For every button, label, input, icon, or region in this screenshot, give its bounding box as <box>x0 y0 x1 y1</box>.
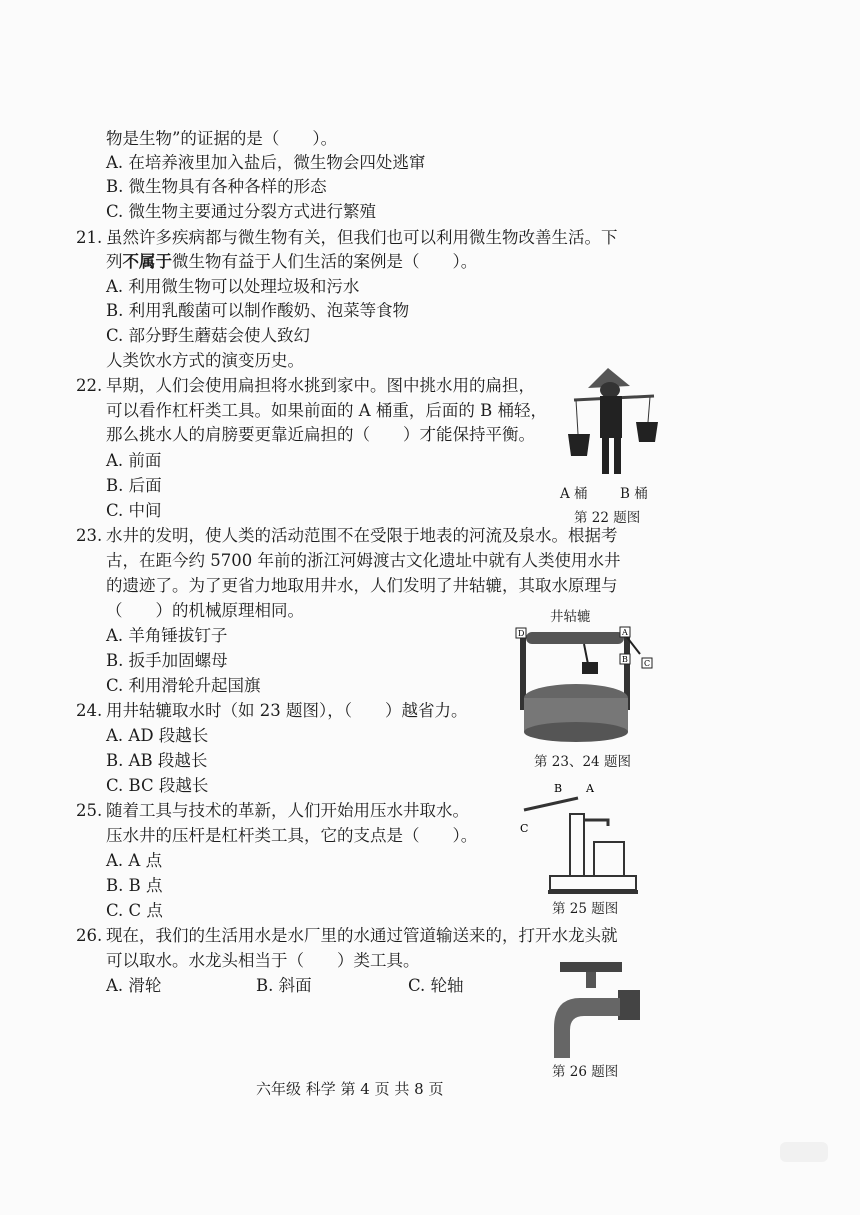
q26-figure-caption: 第 26 题图 <box>552 1064 619 1080</box>
pump-point-b: B <box>554 782 563 795</box>
pump-point-a: A <box>586 782 594 795</box>
q22-figure-caption: 第 22 题图 <box>574 510 641 526</box>
q20-option-a: A. 在培养液里加入盐后，微生物会四处逃窜 <box>106 153 426 172</box>
q23-option-a: A. 羊角锤拔钉子 <box>106 626 228 645</box>
q22-stem-line2: 可以看作杠杆类工具。如果前面的 A 桶重，后面的 B 桶轻， <box>106 401 548 420</box>
pump-point-c: C <box>520 822 529 835</box>
q21-stem-line2: 列不属于微生物有益于人们生活的案例是（ ）。 <box>106 252 478 271</box>
q26-number: 26. <box>76 926 103 945</box>
watermark-badge <box>780 1142 828 1162</box>
q22-option-a: A. 前面 <box>106 451 162 470</box>
q25-number: 25. <box>76 801 103 820</box>
q25-stem-line2: 压水井的压杆是杠杆类工具，它的支点是（ ）。 <box>106 826 478 845</box>
q24-stem: 用井轱辘取水时（如 23 题图），（ ）越省力。 <box>106 701 468 720</box>
q22-stem-line3: 那么挑水人的肩膀要更靠近扁担的（ ）才能保持平衡。 <box>106 425 535 444</box>
q21-emphasis: 不属于 <box>122 252 172 271</box>
q22-figure-label-b: B 桶 <box>620 486 648 502</box>
q23-option-c: C. 利用滑轮升起国旗 <box>106 676 261 695</box>
q26-stem-line2: 可以取水。水龙头相当于（ ）类工具。 <box>106 951 420 970</box>
q26-option-c: C. 轮轴 <box>408 976 464 995</box>
q24-number: 24. <box>76 701 103 720</box>
q23-stem-line1: 水井的发明，使人类的活动范围不在受限于地表的河流及泉水。根据考 <box>106 526 618 545</box>
hand-pump-figure <box>514 780 644 895</box>
q25-option-a: A. A 点 <box>106 851 163 870</box>
section-heading: 人类饮水方式的演变历史。 <box>106 351 304 370</box>
q20-option-b: B. 微生物具有各种各样的形态 <box>106 177 327 196</box>
q25-option-c: C. C 点 <box>106 901 163 920</box>
q23-stem-line4: （ ）的机械原理相同。 <box>106 601 304 620</box>
q21-stem-line1: 虽然许多疾病都与微生物有关，但我们也可以利用微生物改善生活。下 <box>106 228 618 247</box>
q25-option-b: B. B 点 <box>106 876 163 895</box>
q22-option-c: C. 中间 <box>106 501 162 520</box>
q20-option-c: C. 微生物主要通过分裂方式进行繁殖 <box>106 202 377 221</box>
well-point-d: D <box>518 629 525 638</box>
q23-24-figure-caption: 第 23、24 题图 <box>534 754 631 770</box>
q23-stem-line3: 的遗迹了。为了更省力地取用井水，人们发明了井轱辘，其取水原理与 <box>106 576 618 595</box>
q21-option-a: A. 利用微生物可以处理垃圾和污水 <box>106 277 360 296</box>
well-point-c: C <box>644 659 651 668</box>
q23-number: 23. <box>76 526 103 545</box>
q26-option-a: A. 滑轮 <box>106 976 162 995</box>
q25-stem-line1: 随着工具与技术的革新，人们开始用压水井取水。 <box>106 801 469 820</box>
well-point-a: A <box>622 628 628 637</box>
q24-option-a: A. AD 段越长 <box>106 726 209 745</box>
q21-option-b: B. 利用乳酸菌可以制作酸奶、泡菜等食物 <box>106 301 410 320</box>
page-footer: 六年级 科学 第 4 页 共 8 页 <box>256 1080 444 1098</box>
q20-continuation: 物是生物”的证据的是（ ）。 <box>106 129 338 148</box>
q22-option-b: B. 后面 <box>106 476 162 495</box>
q21-number: 21. <box>76 228 103 247</box>
well-windlass-figure <box>514 624 654 742</box>
q25-figure-caption: 第 25 题图 <box>552 901 619 917</box>
water-carrier-figure <box>566 362 666 480</box>
q26-stem-line1: 现在，我们的生活用水是水厂里的水通过管道输送来的，打开水龙头就 <box>106 926 618 945</box>
q23-stem-line2: 古，在距今约 5700 年前的浙江河姆渡古文化遗址中就有人类使用水井 <box>106 551 621 570</box>
faucet-figure <box>540 958 644 1062</box>
q22-number: 22. <box>76 376 103 395</box>
q23-option-b: B. 扳手加固螺母 <box>106 651 228 670</box>
q21-option-c: C. 部分野生蘑菇会使人致幻 <box>106 326 311 345</box>
q22-figure-label-a: A 桶 <box>560 486 588 502</box>
q24-option-b: B. AB 段越长 <box>106 751 208 770</box>
q23-figure-title: 井轱辘 <box>550 609 591 625</box>
q26-option-b: B. 斜面 <box>256 976 312 995</box>
q22-stem-line1: 早期，人们会使用扁担将水挑到家中。图中挑水用的扁担， <box>106 376 535 395</box>
well-point-b: B <box>622 655 628 664</box>
q24-option-c: C. BC 段越长 <box>106 776 209 795</box>
